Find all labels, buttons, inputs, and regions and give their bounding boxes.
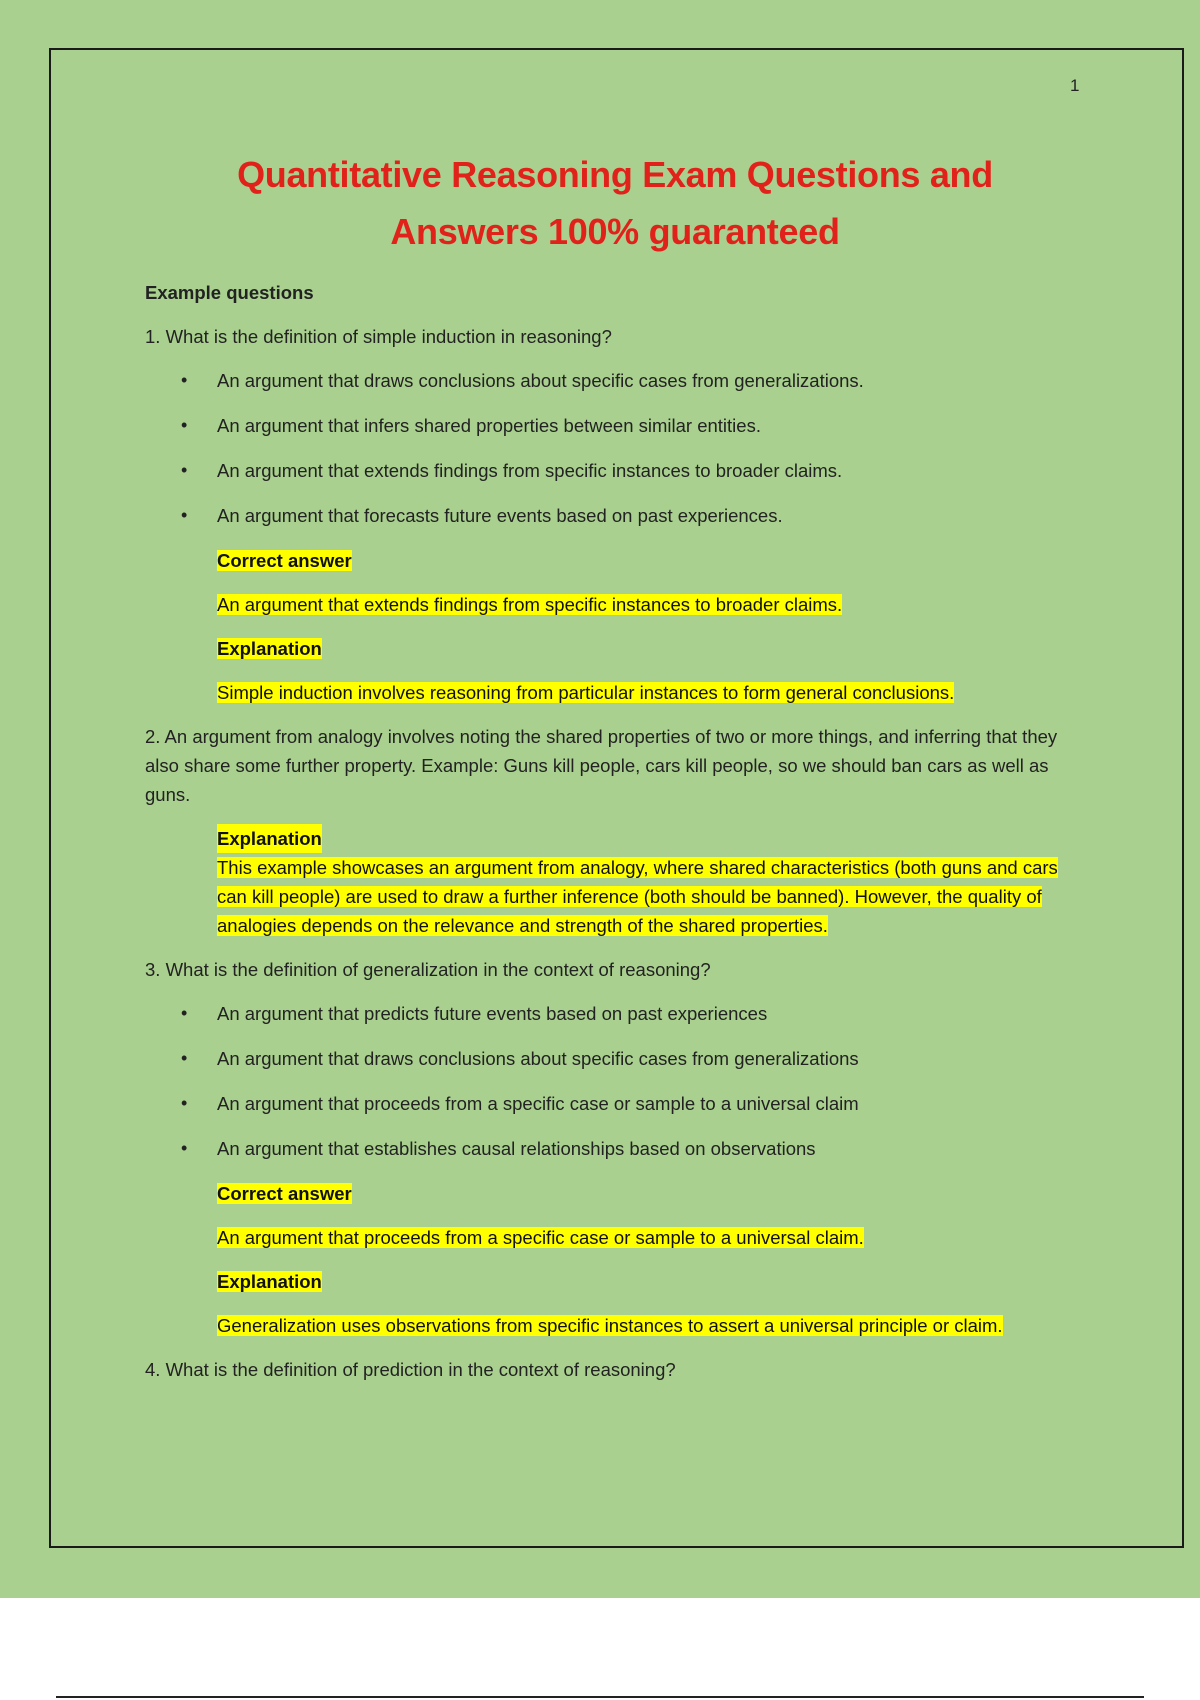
correct-answer-label: Correct answer	[217, 550, 352, 571]
bullet-icon: •	[181, 1048, 188, 1068]
question-4: 4. What is the definition of prediction in the context of reasoning?	[145, 1359, 676, 1380]
q3-explanation-row	[145, 1311, 1090, 1340]
q3-correct-label-row	[145, 1179, 1090, 1208]
list-item: • An argument that extends findings from specific instances to broader claims.	[145, 456, 1090, 485]
explanation-label: Explanation	[217, 1271, 322, 1292]
footer-divider	[56, 1696, 1144, 1698]
explanation-text: Generalization uses observations from specific instances to assert a universal principle or claim.	[217, 1315, 1003, 1336]
q1-explanation-label-row	[145, 634, 1090, 663]
title-line-2: Answers 100% guaranteed	[390, 211, 840, 252]
explanation-text: Simple induction involves reasoning from particular instances to form general conclusions.	[217, 682, 955, 703]
correct-answer-label: Correct answer	[217, 1183, 352, 1204]
explanation-label: Explanation	[217, 638, 322, 659]
correct-answer-text: An argument that proceeds from a specific case or sample to a universal claim.	[217, 1227, 864, 1248]
explanation-label: Explanation	[217, 824, 322, 853]
section-heading: Example questions	[145, 282, 314, 303]
list-item: • An argument that forecasts future events based on past experiences.	[145, 501, 1090, 530]
question-3: 3. What is the definition of generalization in the context of reasoning?	[145, 959, 711, 980]
q1-correct-label-row	[145, 546, 1090, 575]
q1-correct-answer-row	[145, 590, 1090, 619]
question-3-options	[145, 999, 1090, 1163]
q1-explanation-row	[145, 678, 1090, 707]
bullet-icon: •	[181, 370, 188, 390]
bullet-icon: •	[181, 460, 188, 480]
question-1-options	[145, 366, 1090, 530]
q3-correct-answer-row	[145, 1223, 1090, 1252]
bullet-icon: •	[181, 1003, 188, 1023]
list-item: • An argument that draws conclusions about specific cases from generalizations	[145, 1044, 1090, 1073]
bullet-icon: •	[181, 1093, 188, 1113]
bullet-icon: •	[181, 505, 188, 525]
document-title	[150, 146, 1080, 260]
list-item: • An argument that proceeds from a specific case or sample to a universal claim	[145, 1089, 1090, 1118]
question-2: 2. An argument from analogy involves noting the shared properties of two or more things, and inferring that they also share some further property. Example: Guns kill people, cars kill people, so we should ban cars as well as guns.	[145, 726, 1058, 805]
list-item: • An argument that draws conclusions about specific cases from generalizations.	[145, 366, 1090, 395]
explanation-text: This example showcases an argument from analogy, where shared characteristics (both guns and cars can kill people) are used to draw a further inference (both should be banned). However, the quality of analogies depends on the relevance and strength of the shared properties.	[217, 857, 1058, 936]
list-item: • An argument that establishes causal relationships based on observations	[145, 1134, 1090, 1163]
q2-explanation-block	[145, 824, 1090, 940]
bullet-icon: •	[181, 1138, 188, 1158]
q3-explanation-label-row	[145, 1267, 1090, 1296]
document-content	[145, 278, 1090, 1399]
correct-answer-text: An argument that extends findings from specific instances to broader claims.	[217, 594, 843, 615]
title-line-1: Quantitative Reasoning Exam Questions and	[237, 154, 993, 195]
question-1: 1. What is the definition of simple induction in reasoning?	[145, 326, 612, 347]
page-number: 1	[1070, 76, 1080, 95]
bullet-icon: •	[181, 415, 188, 435]
list-item: • An argument that infers shared properties between similar entities.	[145, 411, 1090, 440]
list-item: • An argument that predicts future events based on past experiences	[145, 999, 1090, 1028]
